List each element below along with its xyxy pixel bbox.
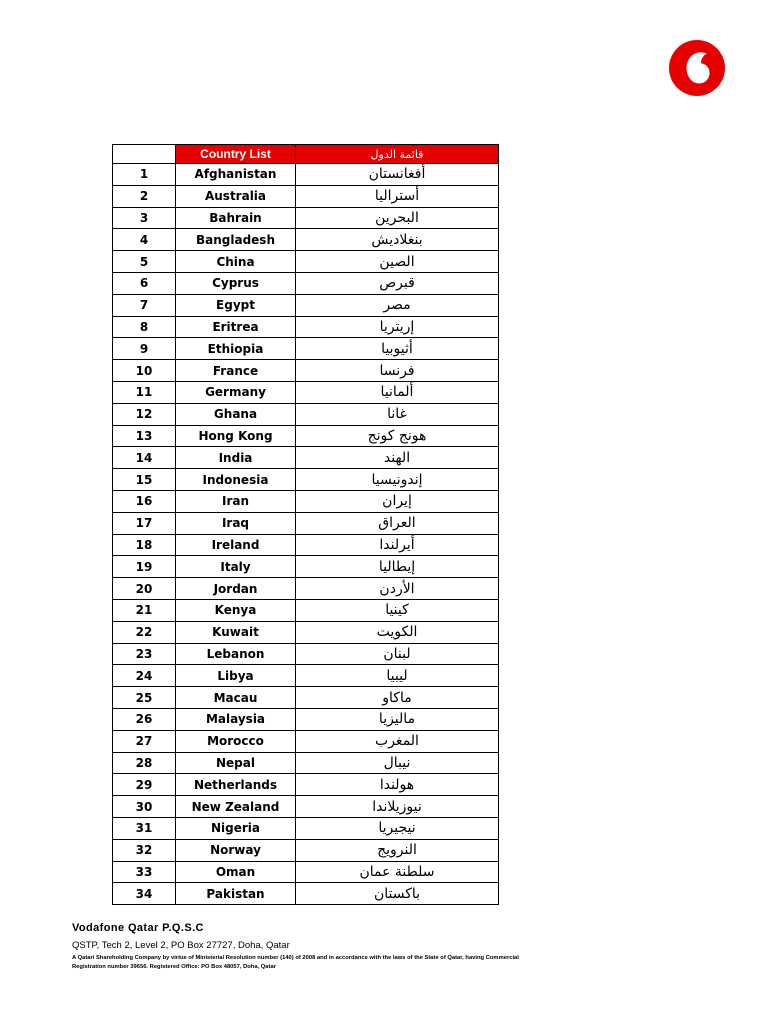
country-name-arabic: العراق (296, 512, 499, 534)
table-row (113, 251, 499, 273)
row-number: 25 (113, 687, 176, 709)
country-name-arabic: غانا (296, 403, 499, 425)
country-name-arabic: إيران (296, 490, 499, 512)
country-name-arabic: ليبيا (296, 665, 499, 687)
country-name-arabic: الهند (296, 447, 499, 469)
row-number: 28 (113, 752, 176, 774)
country-name-english: Hong Kong (176, 425, 296, 447)
country-name-arabic: هونج كونج (296, 425, 499, 447)
country-name-arabic: ماكاو (296, 687, 499, 709)
vodafone-speechmark-icon (669, 40, 725, 96)
table-row (113, 556, 499, 578)
table-row (113, 490, 499, 512)
row-number: 34 (113, 883, 176, 905)
country-name-arabic: ماليزيا (296, 708, 499, 730)
table-row (113, 512, 499, 534)
row-number: 2 (113, 185, 176, 207)
country-name-arabic: أثيوبيا (296, 338, 499, 360)
country-name-arabic: إيطاليا (296, 556, 499, 578)
country-name-english: Italy (176, 556, 296, 578)
table-row (113, 316, 499, 338)
table-row (113, 687, 499, 709)
table-row (113, 185, 499, 207)
row-number: 23 (113, 643, 176, 665)
country-name-arabic: المغرب (296, 730, 499, 752)
header-number (113, 145, 176, 164)
country-name-arabic: سلطنة عمان (296, 861, 499, 883)
row-number: 24 (113, 665, 176, 687)
table-row (113, 861, 499, 883)
country-name-english: Indonesia (176, 469, 296, 491)
row-number: 13 (113, 425, 176, 447)
row-number: 4 (113, 229, 176, 251)
country-name-arabic: الكويت (296, 621, 499, 643)
row-number: 3 (113, 207, 176, 229)
table-row (113, 447, 499, 469)
country-name-arabic: باكستان (296, 883, 499, 905)
table-row (113, 796, 499, 818)
country-name-arabic: الأردن (296, 578, 499, 600)
table-row (113, 774, 499, 796)
row-number: 17 (113, 512, 176, 534)
table-row (113, 360, 499, 382)
row-number: 21 (113, 599, 176, 621)
country-name-arabic: نيوزيلاندا (296, 796, 499, 818)
country-name-english: Ghana (176, 403, 296, 425)
country-name-arabic: نيجيريا (296, 817, 499, 839)
table-row (113, 643, 499, 665)
row-number: 14 (113, 447, 176, 469)
country-name-english: Pakistan (176, 883, 296, 905)
table-row (113, 229, 499, 251)
row-number: 16 (113, 490, 176, 512)
row-number: 8 (113, 316, 176, 338)
country-name-english: Ethiopia (176, 338, 296, 360)
row-number: 1 (113, 164, 176, 186)
country-name-english: Kenya (176, 599, 296, 621)
header-country-list-arabic: قائمة الدول (296, 145, 499, 164)
country-name-arabic: كينيا (296, 599, 499, 621)
row-number: 33 (113, 861, 176, 883)
table-row (113, 621, 499, 643)
country-name-english: Cyprus (176, 272, 296, 294)
table-row (113, 207, 499, 229)
row-number: 27 (113, 730, 176, 752)
country-name-arabic: أستراليا (296, 185, 499, 207)
table-body (113, 164, 499, 905)
country-name-arabic: أيرلندا (296, 534, 499, 556)
country-name-english: Lebanon (176, 643, 296, 665)
vodafone-logo (669, 40, 725, 96)
row-number: 15 (113, 469, 176, 491)
country-name-english: Jordan (176, 578, 296, 600)
country-name-english: Ireland (176, 534, 296, 556)
table-row (113, 338, 499, 360)
country-name-english: Nepal (176, 752, 296, 774)
table-row (113, 883, 499, 905)
row-number: 19 (113, 556, 176, 578)
country-name-arabic: البحرين (296, 207, 499, 229)
country-name-english: Iran (176, 490, 296, 512)
country-name-english: Malaysia (176, 708, 296, 730)
table-row (113, 839, 499, 861)
country-name-arabic: أفغانستان (296, 164, 499, 186)
country-name-arabic: ألمانيا (296, 381, 499, 403)
country-name-english: Eritrea (176, 316, 296, 338)
table-row (113, 381, 499, 403)
row-number: 31 (113, 817, 176, 839)
country-name-english: Libya (176, 665, 296, 687)
company-address: QSTP, Tech 2, Level 2, PO Box 27727, Doha, Qatar (72, 940, 290, 951)
table-row (113, 665, 499, 687)
country-name-english: China (176, 251, 296, 273)
row-number: 29 (113, 774, 176, 796)
country-name-english: Kuwait (176, 621, 296, 643)
row-number: 7 (113, 294, 176, 316)
country-name-english: Egypt (176, 294, 296, 316)
table-row (113, 469, 499, 491)
country-name-english: Netherlands (176, 774, 296, 796)
table-row (113, 294, 499, 316)
row-number: 5 (113, 251, 176, 273)
country-name-english: New Zealand (176, 796, 296, 818)
header-country-list: Country List (176, 145, 296, 164)
country-name-arabic: لبنان (296, 643, 499, 665)
country-name-arabic: إريتريا (296, 316, 499, 338)
company-name: Vodafone Qatar P.Q.S.C (72, 922, 204, 934)
country-name-arabic: هولندا (296, 774, 499, 796)
table-row (113, 164, 499, 186)
legal-text-line-2: Registration number 39656. Registered Office: PO Box 48057, Doha, Qatar (72, 964, 276, 970)
table-row (113, 817, 499, 839)
row-number: 11 (113, 381, 176, 403)
country-name-english: Australia (176, 185, 296, 207)
country-name-english: Bangladesh (176, 229, 296, 251)
footer (72, 922, 712, 972)
row-number: 10 (113, 360, 176, 382)
row-number: 9 (113, 338, 176, 360)
country-name-arabic: نيبال (296, 752, 499, 774)
row-number: 6 (113, 272, 176, 294)
table-row (113, 425, 499, 447)
table-header-row (113, 145, 499, 164)
table-row (113, 403, 499, 425)
country-name-english: Nigeria (176, 817, 296, 839)
table-row (113, 708, 499, 730)
table-row (113, 599, 499, 621)
table-row (113, 730, 499, 752)
table-row (113, 752, 499, 774)
legal-text-line-1: A Qatari Shareholding Company by virtue of Ministerial Resolution number (140) of 2008 and in accordance with the laws of the State of Qatar, having Commercial (72, 955, 519, 961)
country-name-english: Macau (176, 687, 296, 709)
country-name-arabic: قبرص (296, 272, 499, 294)
country-name-arabic: الصين (296, 251, 499, 273)
row-number: 32 (113, 839, 176, 861)
row-number: 12 (113, 403, 176, 425)
table-row (113, 272, 499, 294)
country-name-english: Morocco (176, 730, 296, 752)
country-name-english: Afghanistan (176, 164, 296, 186)
row-number: 18 (113, 534, 176, 556)
country-name-english: Iraq (176, 512, 296, 534)
row-number: 26 (113, 708, 176, 730)
country-name-english: Bahrain (176, 207, 296, 229)
country-name-arabic: بنغلاديش (296, 229, 499, 251)
country-name-english: Germany (176, 381, 296, 403)
country-name-english: India (176, 447, 296, 469)
country-name-arabic: فرنسا (296, 360, 499, 382)
row-number: 22 (113, 621, 176, 643)
country-name-arabic: النرويج (296, 839, 499, 861)
country-name-arabic: مصر (296, 294, 499, 316)
country-name-english: France (176, 360, 296, 382)
country-name-english: Oman (176, 861, 296, 883)
table-row (113, 578, 499, 600)
country-name-english: Norway (176, 839, 296, 861)
country-list-table (112, 144, 499, 905)
table-row (113, 534, 499, 556)
row-number: 20 (113, 578, 176, 600)
country-name-arabic: إندونيسيا (296, 469, 499, 491)
row-number: 30 (113, 796, 176, 818)
